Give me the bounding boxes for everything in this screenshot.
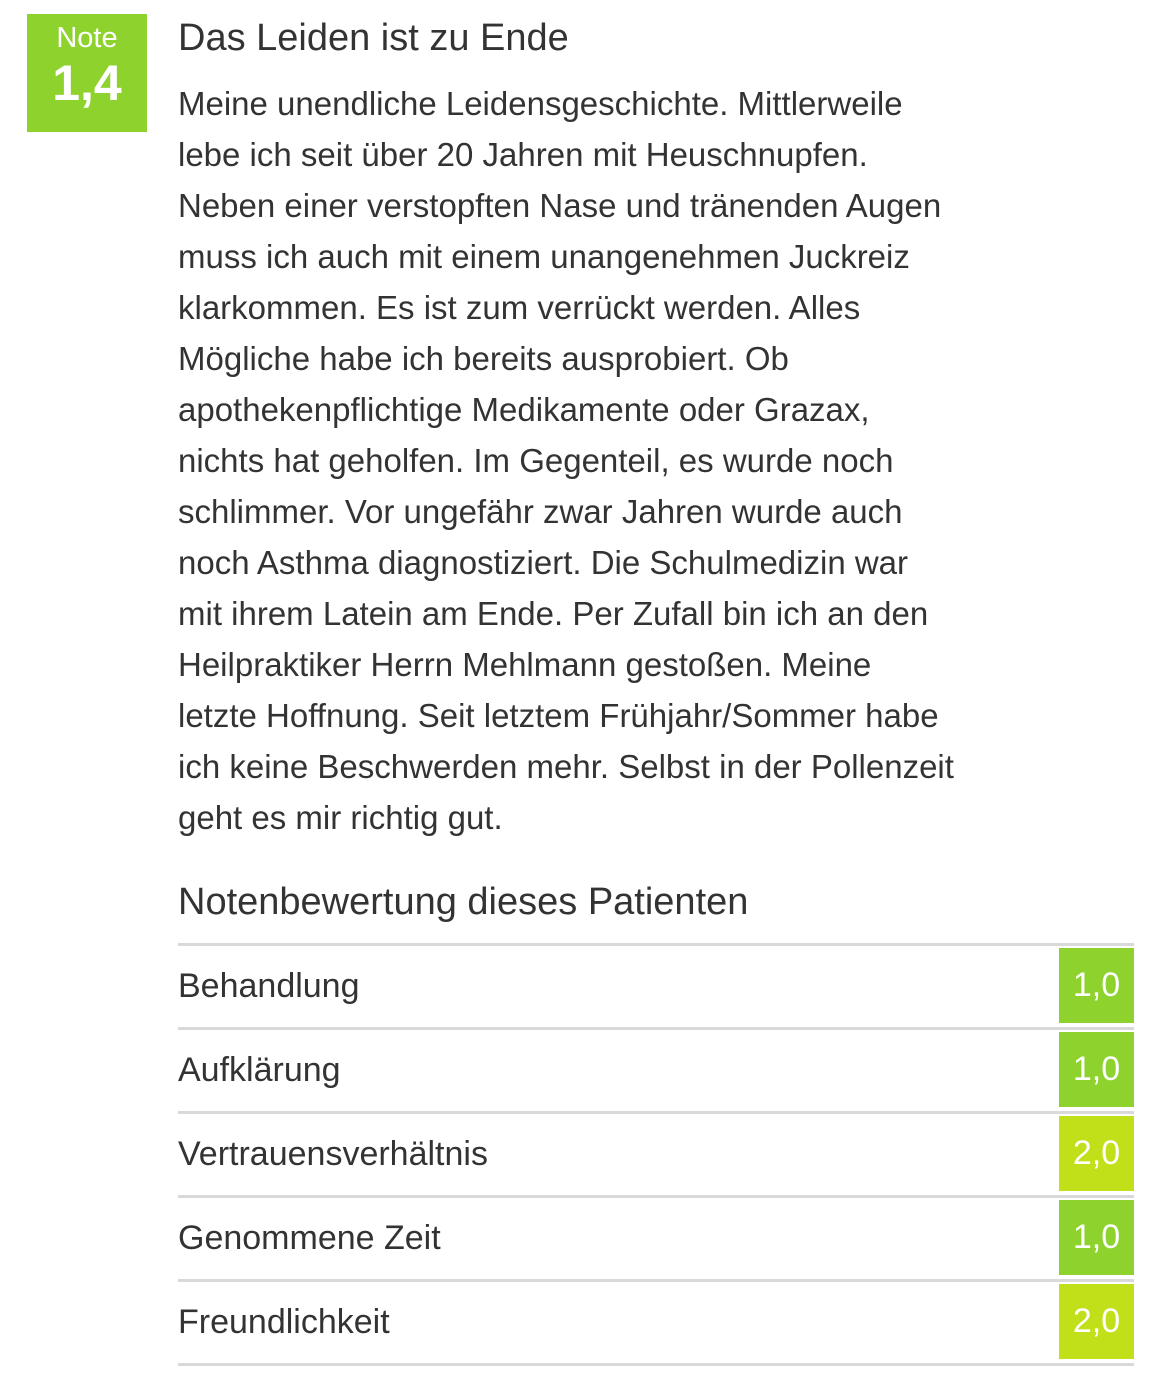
rating-score: 1,0 <box>1059 1032 1134 1107</box>
rating-label: Behandlung <box>178 967 360 1005</box>
grade-label: Note <box>56 22 118 54</box>
ratings-list <box>178 943 1134 1366</box>
rating-label: Genommene Zeit <box>178 1219 441 1257</box>
rating-row-genommene-zeit <box>178 1198 1134 1282</box>
rating-label: Aufklärung <box>178 1051 341 1089</box>
review-text: Meine unendliche Leidensgeschichte. Mittlerweile lebe ich seit über 20 Jahren mit Heuschnupfen. Neben einer verstopften Nase und tränenden Augen muss ich auch mit einem unangenehmen Juckreiz klarkommen. Es ist zum verrückt werden. Alles Mögliche habe ich bereits ausprobiert. Ob apothekenpflichtige Medikamente oder Grazax, nichts hat geholfen. Im Gegenteil, es wurde noch schlimmer. Vor ungefähr zwar Jahren wurde auch noch Asthma diagnostiziert. Die Schulmedizin war mit ihrem Latein am Ende. Per Zufall bin ich an den Heilpraktiker Herrn Mehlmann gestoßen. Meine letzte Hoffnung. Seit letztem Frühjahr/Sommer habe ich keine Beschwerden mehr. Selbst in der Pollenzeit geht es mir richtig gut. <box>178 85 954 836</box>
rating-score: 1,0 <box>1059 948 1134 1023</box>
grade-value: 1,4 <box>52 55 122 111</box>
rating-row-aufklaerung <box>178 1030 1134 1114</box>
review-content <box>178 12 1138 843</box>
review-title: Das Leiden ist zu Ende <box>178 17 569 59</box>
rating-label: Freundlichkeit <box>178 1303 390 1341</box>
rating-row-vertrauensverhaeltnis <box>178 1114 1134 1198</box>
rating-label: Vertrauensverhältnis <box>178 1135 488 1173</box>
rating-row-freundlichkeit <box>178 1282 1134 1366</box>
rating-score: 1,0 <box>1059 1200 1134 1275</box>
overall-grade-badge <box>27 14 147 132</box>
rating-row-behandlung <box>178 946 1134 1030</box>
rating-score: 2,0 <box>1059 1116 1134 1191</box>
rating-score: 2,0 <box>1059 1284 1134 1359</box>
ratings-section-title: Notenbewertung dieses Patienten <box>178 881 749 923</box>
